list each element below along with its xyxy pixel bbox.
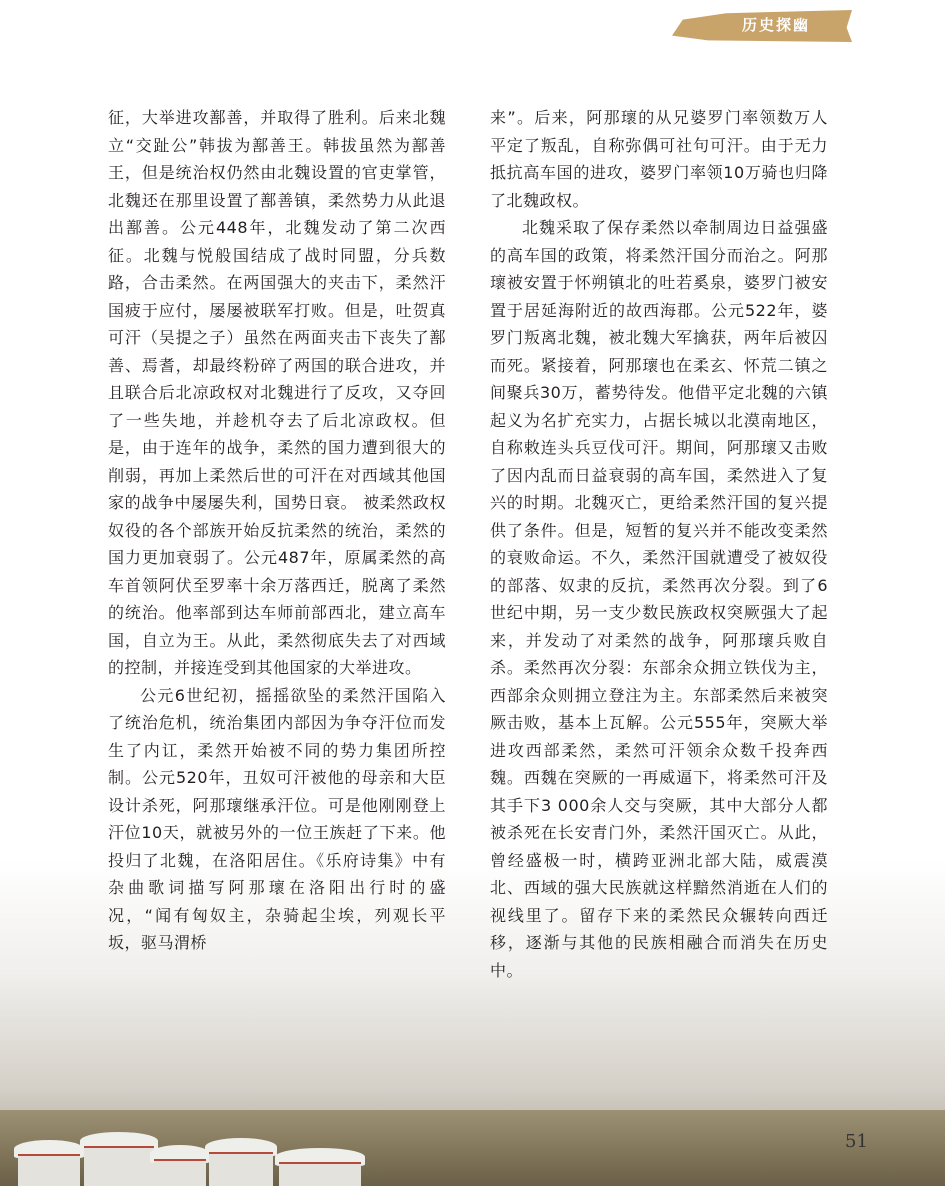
paragraph: 来”。后来，阿那瓌的从兄婆罗门率领数万人平定了叛乱，自称弥偶可社句可汗。由于无力抵抗高车国的进攻，婆罗门率领10万骑也归降了北魏政权。 [490, 108, 828, 210]
page-number: 51 [845, 1131, 868, 1152]
paragraph: 征，大举进攻鄯善，并取得了胜利。后来北魏立“交趾公”韩拔为鄯善王。韩拔虽然为鄯善王，但是统治权仍然由北魏设置的官吏掌管，北魏还在那里设置了鄯善镇，柔然势力从此退出鄯善。公元448年，北魏发动了第二次西征。北魏与悦般国结成了战时同盟，分兵数路，合击柔然。在两国强大的夹击下，柔然汗国疲于应付，屡屡被联军打败。但是，吐贺真可汗（吴提之子）虽然在两面夹击下丧失了鄯善、焉耆，却最终粉碎了两国的联合进攻，并且联合后北凉政权对北魏进行了反攻，又夺回了一些失地，并趁机夺去了后北凉政权。但是，由于连年的战争，柔然的国力遭到很大的削弱，再加上柔然后世的可汗在对西域其他国家的战争中屡屡失利，国势日衰。 被柔然政权奴役的各个部族开始反抗柔然的统治，柔然的国力更加衰弱了。公元487年，原属柔然的高车首领阿伏至罗率十余万落西迁，脱离了柔然的统治。他率部到达车师前部西北，建立高车国，自立为王。从此，柔然彻底失去了对西域的控制，并接连受到其他国家的大举进攻。 [108, 108, 446, 677]
yurt-image [275, 1148, 365, 1186]
text-column-right [490, 104, 828, 984]
yurt-image [150, 1145, 210, 1186]
yurt-image [80, 1132, 158, 1186]
section-header-label: 历史探幽 [742, 16, 811, 34]
text-column-left [108, 104, 446, 957]
paragraph: 北魏采取了保存柔然以牵制周边日益强盛的高车国的政策，将柔然汗国分而治之。阿那瓌被安置于怀朔镇北的吐若奚泉，婆罗门被安置于居延海附近的故西海郡。公元522年，婆罗门叛离北魏，被北魏大军擒获，两年后被囚而死。紧接着，阿那瓌也在柔玄、怀荒二镇之间聚兵30万，蓄势待发。他借平定北魏的六镇起义为名扩充实力，占据长城以北漠南地区，自称敕连头兵豆伐可汗。期间，阿那瓌又击败了因内乱而日益衰弱的高车国，柔然进入了复兴的时期。北魏灭亡，更给柔然汗国的复兴提供了条件。但是，短暂的复兴并不能改变柔然的衰败命运。不久，柔然汗国就遭受了被奴役的部落、奴隶的反抗，柔然再次分裂。到了6世纪中期，另一支少数民族政权突厥强大了起来，并发动了对柔然的战争，阿那瓌兵败自杀。柔然再次分裂：东部余众拥立铁伐为主，西部余众则拥立登注为主。东部柔然后来被突厥击败，基本上瓦解。公元555年，突厥大举进攻西部柔然，柔然可汗领余众数千投奔西魏。西魏在突厥的一再威逼下，将柔然可汗及其手下3 000余人交与突厥，其中大部分人都被杀死在长安青门外，柔然汗国灭亡。从此，曾经盛极一时，横跨亚洲北部大陆，威震漠北、西域的强大民族就这样黯然消逝在人们的视线里了。留存下来的柔然民众辗转向西迁移，逐渐与其他的民族相融合而消失在历史中。 [490, 218, 828, 980]
paragraph: 公元6世纪初，摇摇欲坠的柔然汗国陷入了统治危机，统治集团内部因为争夺汗位而发生了内讧，柔然开始被不同的势力集团所控制。公元520年，丑奴可汗被他的母亲和大臣设计杀死，阿那瓌继承汗位。可是他刚刚登上汗位10天，就被另外的一位王族赶了下来。他投归了北魏，在洛阳居住。《乐府诗集》中有杂曲歌词描写阿那瓌在洛阳出行时的盛况，“闻有匈奴主，杂骑起尘埃，列观长平坂，驱马渭桥 [108, 685, 446, 952]
yurt-image [14, 1140, 84, 1186]
yurt-image [205, 1138, 277, 1186]
